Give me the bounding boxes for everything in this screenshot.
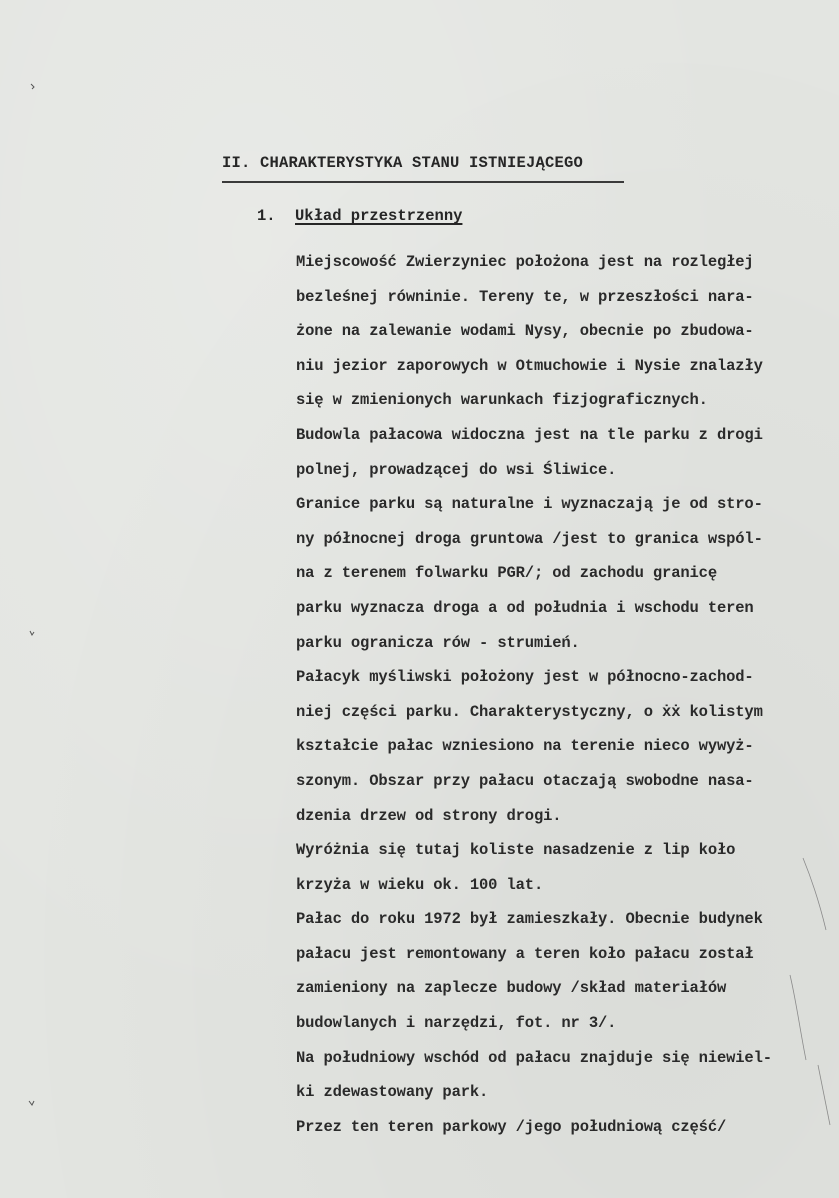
subsection-number: 1. <box>257 207 276 225</box>
text-line: Granice parku są naturalne i wyznaczają je od stro- <box>296 495 763 514</box>
text-line: żone na zalewanie wodami Nysy, obecnie po zbudowa- <box>296 322 754 341</box>
text-line: pałacu jest remontowany a teren koło pałacu został <box>296 944 754 963</box>
text-line: się w zmienionych warunkach fizjograficznych. <box>296 391 708 410</box>
text-line: na z terenem folwarku PGR/; od zachodu granicę <box>296 564 717 583</box>
margin-tick-mark <box>30 631 34 635</box>
text-line: zamieniony na zaplecze budowy /skład materiałów <box>296 979 727 998</box>
text-line: dzenia drzew od strony drogi. <box>296 806 562 825</box>
text-line: Wyróżnia się tutaj koliste nasadzenie z lip koło <box>296 841 736 860</box>
text-line: szonym. Obszar przy pałacu otaczają swobodne nasa- <box>296 771 754 790</box>
text-line: Pałacyk myśliwski położony jest w północno-zachod- <box>296 668 754 687</box>
text-line: parku wyznacza droga a od południa i wschodu teren <box>296 598 754 617</box>
text-line: krzyża w wieku ok. 100 lat. <box>296 875 544 894</box>
margin-tick-mark <box>29 1101 34 1105</box>
text-line: kształcie pałac wzniesiono na terenie nieco wywyż- <box>296 737 754 756</box>
pencil-stroke <box>790 975 806 1060</box>
text-line: Pałac do roku 1972 był zamieszkały. Obecnie budynek <box>296 910 763 929</box>
text-line: Budowla pałacowa widoczna jest na tle parku z drogi <box>296 425 763 444</box>
text-line: polnej, prowadzącej do wsi Śliwice. <box>296 460 617 479</box>
text-line: niu jezior zaporowych w Otmuchowie i Nysie znalazły <box>296 356 763 375</box>
text-line: ny północnej droga gruntowa /jest to granica wspól- <box>296 529 763 548</box>
text-line: niej części parku. Charakterystyczny, o ẋẋ kolistym <box>296 702 763 721</box>
text-line: budowlanych i narzędzi, fot. nr 3/. <box>296 1014 617 1033</box>
subsection-title: Układ przestrzenny <box>295 207 463 225</box>
margin-tick-mark <box>31 84 34 89</box>
pencil-stroke <box>803 858 826 930</box>
section-heading: II. CHARAKTERYSTYKA STANU ISTNIEJĄCEGO <box>222 154 584 172</box>
text-line: Na południowy wschód od pałacu znajduje się niewiel- <box>296 1048 772 1067</box>
text-line: ki zdewastowany park. <box>296 1083 489 1102</box>
text-line: Przez ten teren parkowy /jego południową część/ <box>296 1117 727 1136</box>
text-line: parku ogranicza rów - strumień. <box>296 633 580 652</box>
text-line: bezleśnej równinie. Tereny te, w przeszłości nara- <box>296 287 754 306</box>
pencil-stroke <box>818 1065 830 1125</box>
text-line: Miejscowość Zwierzyniec położona jest na rozległej <box>296 253 754 271</box>
